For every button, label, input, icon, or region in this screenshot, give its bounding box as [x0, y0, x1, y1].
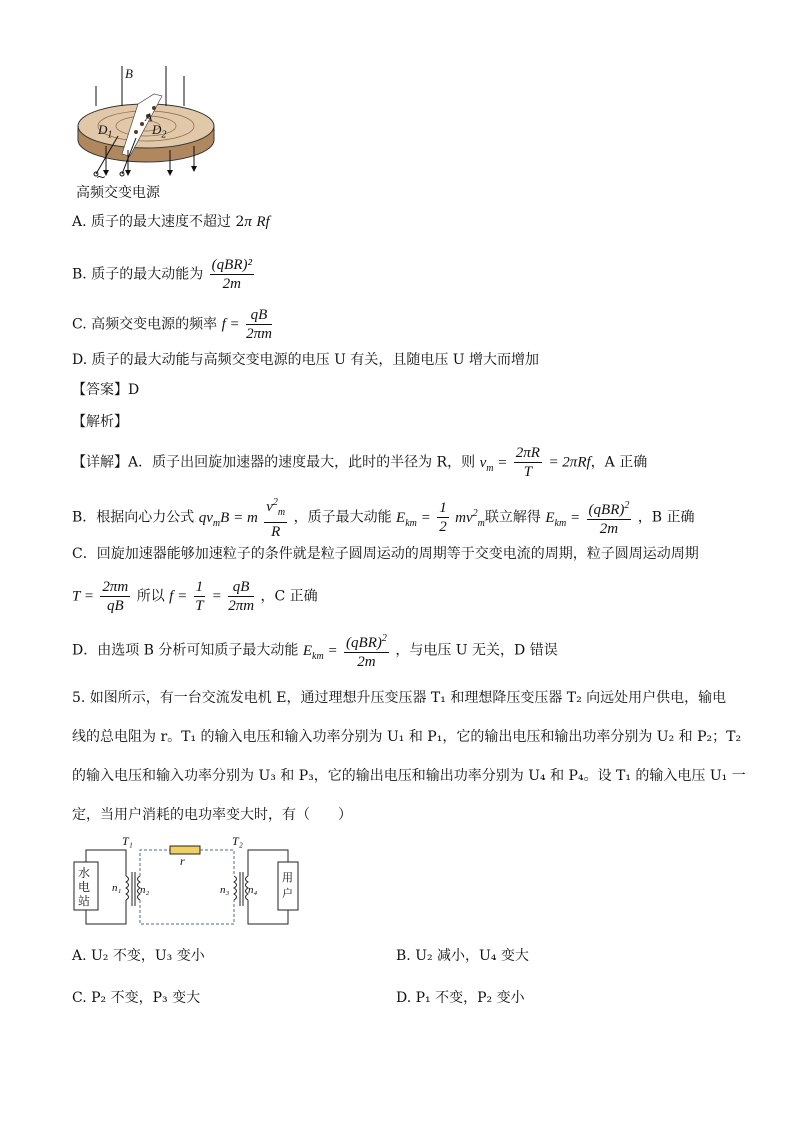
t2-label: T₂ — [232, 834, 243, 848]
transmission-circuit — [70, 834, 310, 934]
n1-label: n₁ — [112, 882, 122, 894]
n2-label: n₂ — [140, 884, 150, 896]
q5-stem-line4: 定，当用户消耗的电功率变大时，有（ ） — [72, 807, 352, 823]
q5-stem-line1: 5. 如图所示，有一台交流发电机 E，通过理想升压变压器 T₁ 和理想降压变压器 T₂ 向远处用户供电，输电 — [72, 690, 727, 706]
detail-c-line1: C．回旋加速器能够加速粒子的条件就是粒子圆周运动的周期等于交变电流的周期，粒子圆周运动周期 — [72, 546, 699, 562]
fraction: $\frac{qB}{2\pi m}$ — [246, 307, 272, 342]
detail-d: D．由选项 B 分析可知质子最大动能 $E_{km}$ = $\frac{(qBR)^2}{2m}$ ，与电压 U 无关，D 错误 — [72, 630, 558, 671]
option-d: D. 质子的最大动能与高频交变电源的电压 U 有关，且随电压 U 增大而增加 — [72, 352, 540, 368]
figure-caption: 高频交变电源 — [76, 185, 160, 201]
label-d2: $D_2$ — [152, 122, 167, 141]
q5-option-b: B. U₂ 减小，U₄ 变大 — [396, 948, 529, 964]
detail-a: 【详解】A．质子出回旋加速器的速度最大，此时的半径为 R，则 $v_m$ = $\frac{2\pi R}{T}$ = 2πRf，A 正确 — [72, 445, 648, 480]
transmission-figure — [70, 834, 310, 934]
detail-b: B．根据向心力公式 $qv_mB = m$ $\frac{v^2_m}{R}$ ，质子最大动能 $E_{km}$ = $\frac{1}{2}$ $mv^2_m$联立解得 $E_{km}$ = $\frac{(qBR)^2}{2m}$ ，B 正确 — [72, 494, 695, 541]
q5-stem-line2: 线的总电阻为 r。T₁ 的输入电压和输入功率分别为 U₁ 和 P₁，它的输出电压和输出功率分别为 U₂ 和 P₂；T₂ — [72, 729, 742, 745]
q5-option-c: C. P₂ 不变，P₃ 变大 — [72, 990, 201, 1006]
q5-stem-line3: 的输入电压和输入功率分别为 U₃ 和 P₃，它的输出电压和输出功率分别为 U₄ 和 P₄。设 T₁ 的输入电压 U₁ 一 — [72, 768, 746, 784]
label-d1: $D_1$ — [98, 122, 113, 141]
answer: 【答案】D — [72, 382, 140, 398]
user-label: 用户 — [282, 871, 293, 900]
n3-label: n₃ — [220, 884, 230, 896]
station-label: 水电站 — [78, 866, 91, 908]
q5-option-d: D. P₁ 不变，P₂ 变小 — [396, 990, 525, 1006]
t1-label: T₁ — [122, 834, 133, 848]
cyclotron-diagram — [66, 66, 226, 186]
label-a: A — [145, 110, 153, 124]
q5-option-a: A. U₂ 不变，U₃ 变小 — [72, 948, 205, 964]
tilde-symbol: ~ — [96, 170, 107, 184]
n4-label: n₄ — [248, 884, 258, 896]
analysis-heading: 【解析】 — [72, 414, 128, 430]
option-b: B. 质子的最大动能为 $\frac{\text{(qBR)²}}{2m}$ — [72, 257, 252, 292]
option-a: A. 质子的最大速度不超过 2π Rf — [72, 214, 270, 230]
fraction: $\frac{\text{(qBR)²}}{2m}$ — [211, 257, 252, 292]
label-b: B — [125, 66, 133, 81]
cyclotron-figure — [66, 66, 226, 202]
resistor-label: r — [180, 854, 185, 868]
detail-c-line2: T = $\frac{2\pi m}{qB}$ 所以 f = $\frac{1}{T}$ = $\frac{qB}{2\pi m}$ ，C 正确 — [72, 579, 318, 614]
option-c: C. 高频交变电源的频率 f = $\frac{qB}{2\pi m}$ — [72, 307, 272, 342]
